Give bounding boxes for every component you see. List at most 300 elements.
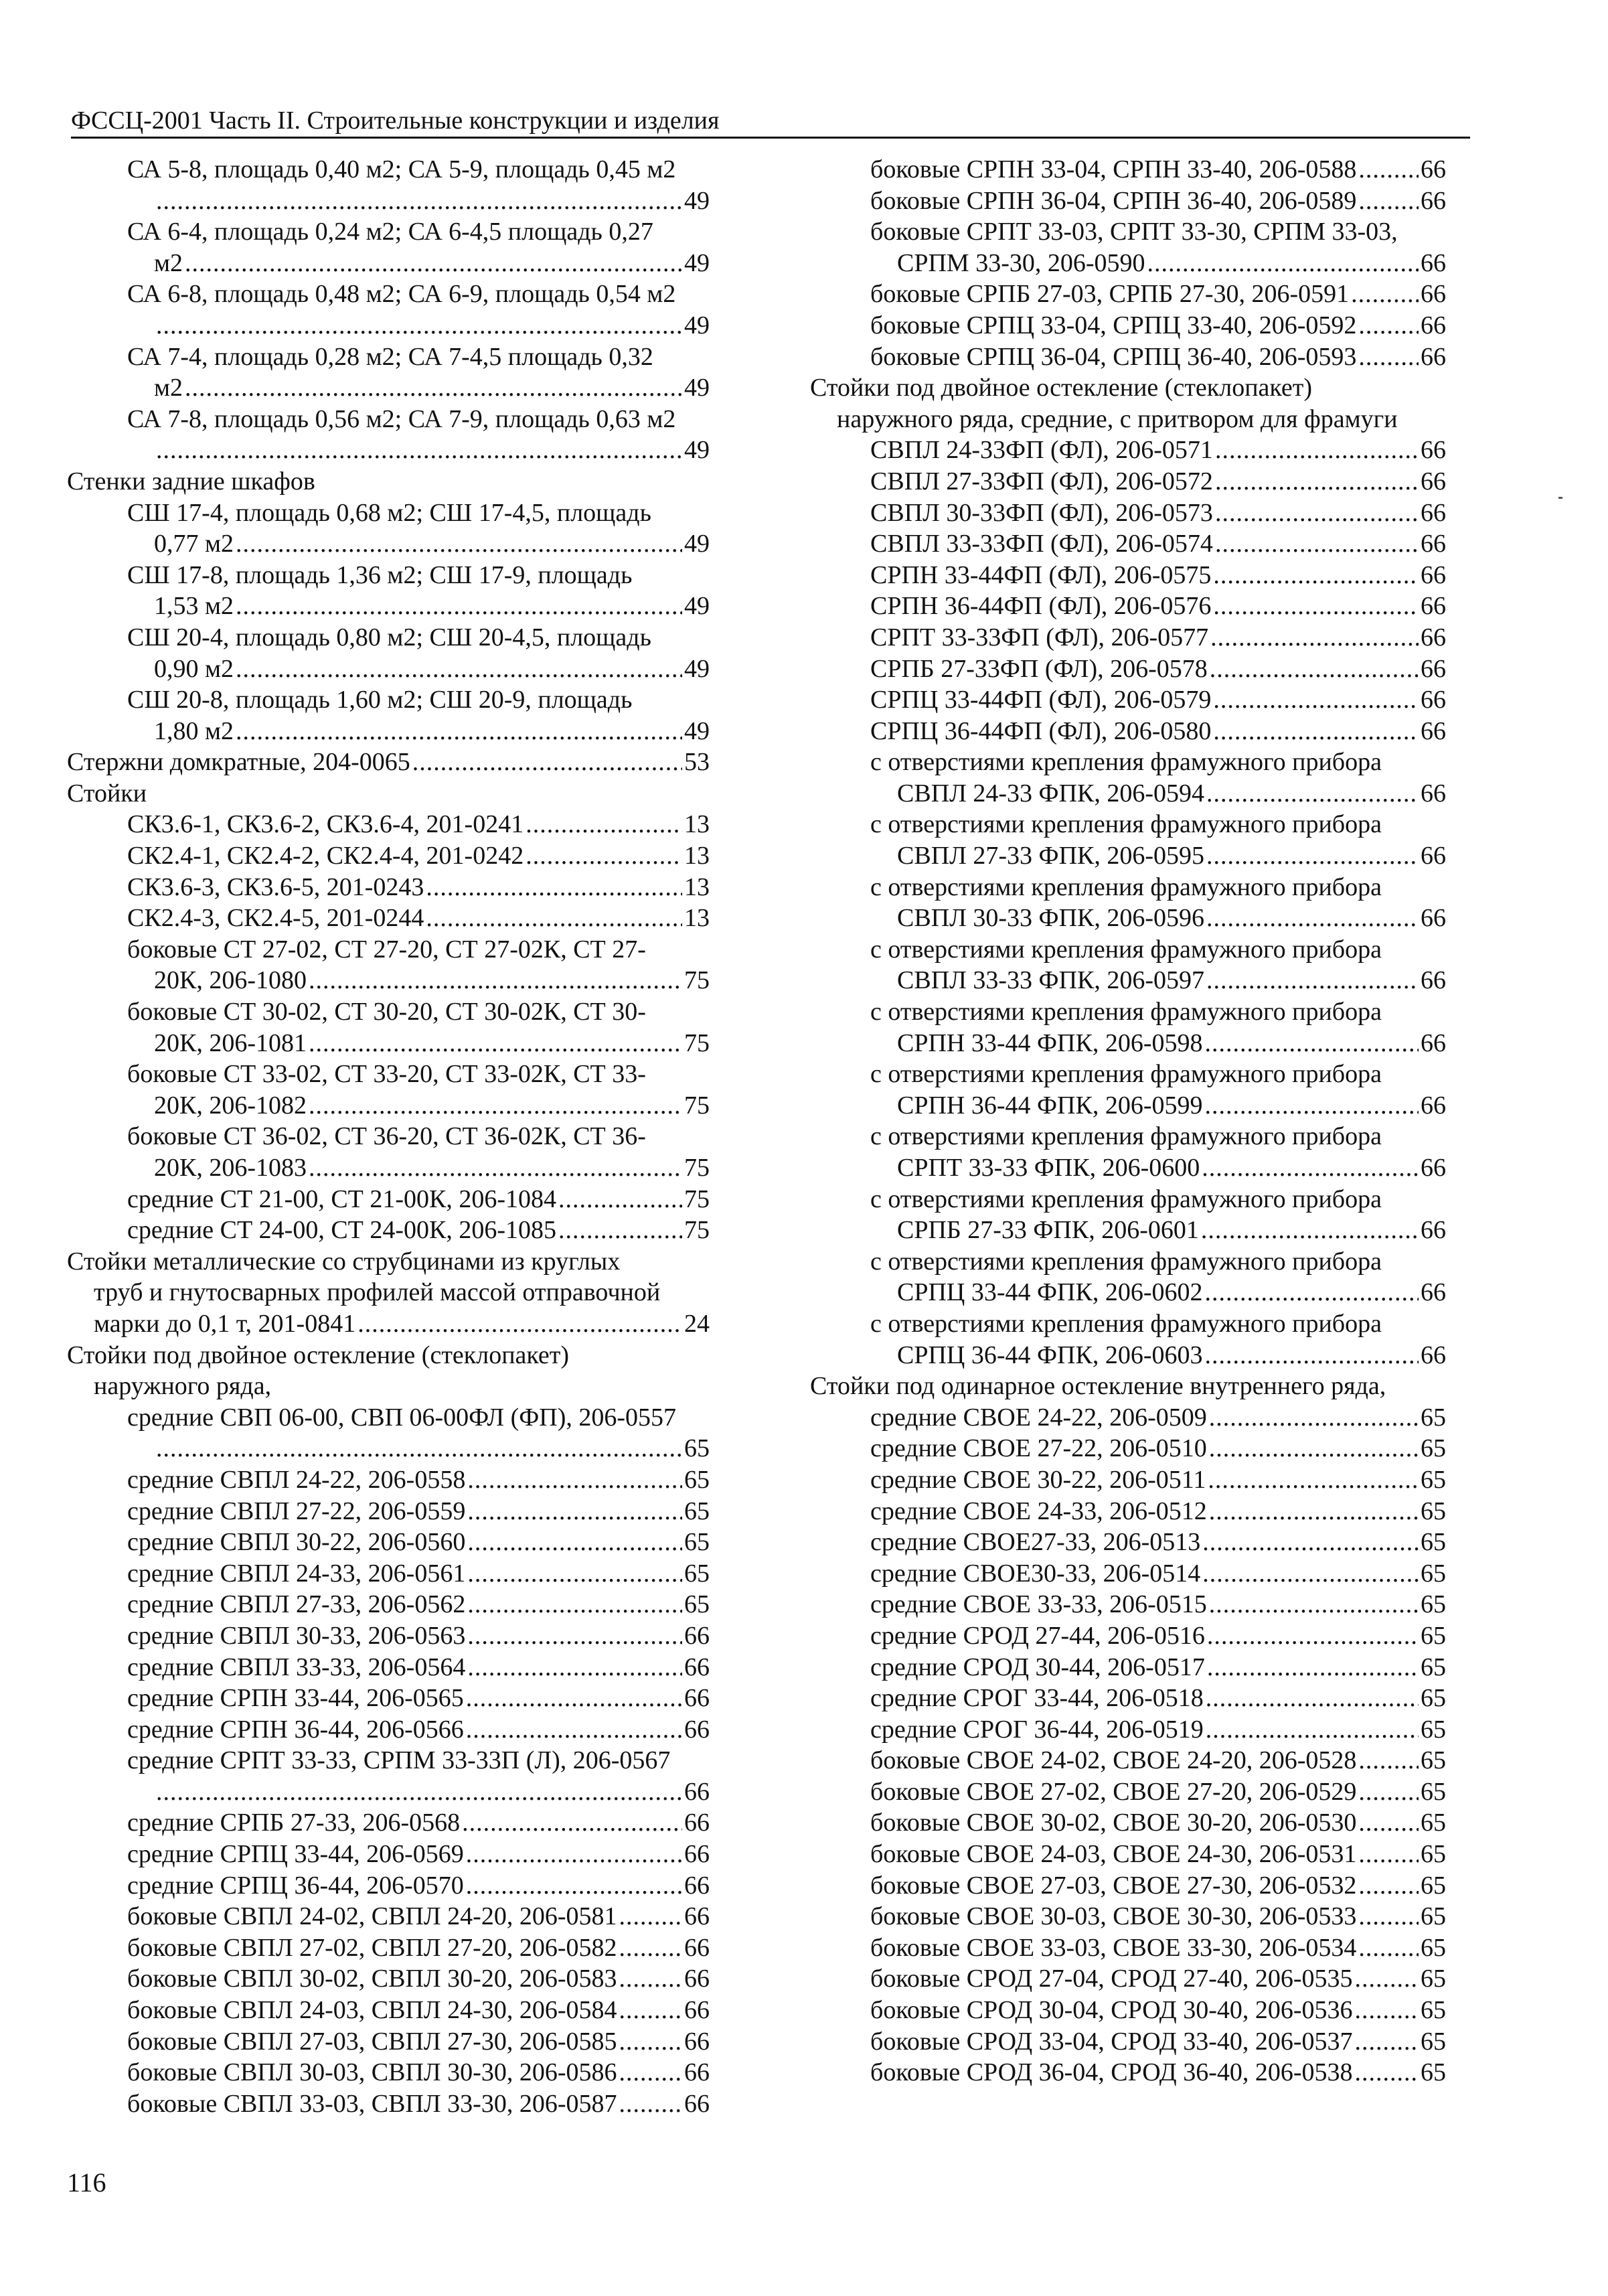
entry-text: боковые СРПТ 33-03, СРПТ 33-30, СРПМ 33-03, [870, 218, 1398, 246]
leader-dots [426, 903, 682, 934]
entry-text: средние СРОД 27-44, 206-0516 [870, 1621, 1205, 1650]
leader-dots [156, 185, 682, 217]
entry-text: 1,80 м2 [154, 716, 234, 745]
entry-text: боковые СВПЛ 27-03, СВПЛ 27-30, 206-0585 [127, 2027, 617, 2056]
page-reference: 66 [1421, 467, 1446, 495]
page-reference: 66 [684, 2089, 710, 2118]
leader-dots [236, 591, 682, 622]
entry-text: средние СВОЕ 27-22, 206-0510 [870, 1434, 1207, 1463]
entry-text: средние СВОЕ30-33, 206-0514 [870, 1559, 1201, 1588]
leader-dots [1358, 1932, 1419, 1964]
page-reference: 65 [1421, 1746, 1446, 1775]
page-reference: 66 [684, 1871, 710, 1900]
entry-text: боковые СРПН 33-04, СРПН 33-40, 206-0588 [870, 155, 1357, 183]
entry-text: СРПН 36-44ФП (ФЛ), 206-0576 [870, 592, 1212, 621]
page-reference: 65 [1421, 1590, 1446, 1619]
index-entry [67, 934, 710, 996]
leader-dots [156, 1433, 682, 1464]
page-reference: 66 [1421, 1028, 1446, 1057]
index-entry [810, 1683, 1446, 1714]
index-entry [67, 1839, 710, 1870]
entry-text: Стойки под одинарное остекление внутреннего ряда, [810, 1372, 1386, 1401]
entry-text: боковые СТ 30-02, СТ 30-20, СТ 30-02К, СТ 30- [127, 998, 646, 1026]
index-heading [67, 778, 710, 810]
entry-text: СВПЛ 24-33ФП (ФЛ), 206-0571 [870, 436, 1213, 465]
page-reference: 66 [1421, 248, 1446, 277]
index-entry [810, 1995, 1446, 2026]
leader-dots [1201, 1215, 1419, 1246]
leader-dots [236, 528, 682, 560]
page-reference: 13 [684, 842, 710, 870]
index-entry [67, 1807, 710, 1839]
entry-text: боковые СТ 33-02, СТ 33-20, СТ 33-02К, СТ 33- [127, 1060, 646, 1089]
index-heading [67, 466, 710, 498]
page-reference: 65 [684, 1559, 710, 1588]
leader-dots [619, 2088, 682, 2120]
entry-text: м2 [154, 374, 183, 402]
page-reference: 65 [684, 1528, 710, 1557]
index-entry [810, 1308, 1446, 1371]
entry-text: СРПН 33-44 ФПК, 206-0598 [897, 1028, 1203, 1057]
entry-text: боковые СРПБ 27-03, СРПБ 27-30, 206-0591 [870, 280, 1350, 309]
page-reference: 66 [1421, 560, 1446, 589]
index-entry [810, 1839, 1446, 1870]
page-reference: 66 [1421, 966, 1446, 995]
leader-dots [1207, 1620, 1419, 1652]
entry-text: СВПЛ 27-33ФП (ФЛ), 206-0572 [870, 467, 1213, 495]
leader-dots [1213, 591, 1419, 622]
index-entry [810, 747, 1446, 809]
page-reference: 49 [684, 530, 710, 558]
entry-text: боковые СРОД 36-04, СРОД 36-40, 206-0538 [870, 2058, 1353, 2087]
entry-text: 20К, 206-1081 [154, 1028, 307, 1057]
entry-text: боковые СВПЛ 24-03, СВПЛ 24-30, 206-0584 [127, 1996, 617, 2025]
entry-text: средние СВП 06-00, СВП 06-00ФЛ (ФП), 206-0557 [127, 1403, 677, 1432]
index-entry [810, 154, 1446, 185]
leader-dots [1208, 1464, 1419, 1496]
entry-text: СРПЦ 36-44 ФПК, 206-0603 [897, 1341, 1203, 1369]
entry-text: СВПЛ 33-33ФП (ФЛ), 206-0574 [870, 530, 1213, 558]
index-entry [67, 1683, 710, 1714]
leader-dots [1358, 185, 1419, 217]
leader-dots [1358, 1745, 1419, 1776]
entry-text: боковые СВПЛ 30-02, СВПЛ 30-20, 206-0583 [127, 1965, 617, 1993]
page-reference: 66 [684, 2058, 710, 2087]
page-reference: 65 [1421, 1777, 1446, 1806]
index-column-left [67, 154, 710, 2119]
entry-text: СВПЛ 27-33 ФПК, 206-0595 [897, 842, 1205, 870]
index-entry [810, 1184, 1446, 1246]
page-reference: 66 [1421, 904, 1446, 933]
page-reference: 49 [684, 592, 710, 621]
page-reference: 49 [684, 311, 710, 339]
entry-text: СРПЦ 33-44 ФПК, 206-0602 [897, 1278, 1203, 1307]
leader-dots [1355, 1963, 1419, 1995]
leader-dots [1215, 466, 1419, 498]
leader-dots [1209, 1589, 1419, 1620]
index-entry [67, 1496, 710, 1527]
leader-dots [619, 1963, 682, 1995]
entry-text: средние СВПЛ 27-22, 206-0559 [127, 1497, 466, 1525]
index-entry [67, 404, 710, 466]
index-entry [810, 1402, 1446, 1434]
page-reference: 66 [684, 1809, 710, 1837]
leader-dots [1206, 903, 1419, 934]
leader-dots [1209, 1433, 1419, 1464]
entry-text: средние СРПЦ 33-44, 206-0569 [127, 1840, 464, 1869]
index-entry [67, 2057, 710, 2088]
leader-dots [1213, 560, 1419, 591]
entry-text: средние СРПН 33-44, 206-0565 [127, 1684, 464, 1713]
index-entry [67, 840, 710, 872]
page-reference: 13 [684, 872, 710, 901]
index-entry [810, 2026, 1446, 2058]
index-entry [67, 2088, 710, 2120]
entry-text: 20К, 206-1080 [154, 966, 307, 995]
index-entry [67, 1870, 710, 1902]
entry-text: средние СВОЕ27-33, 206-0513 [870, 1528, 1201, 1557]
leader-dots [412, 747, 682, 778]
entry-text: боковые СРОД 33-04, СРОД 33-40, 206-0537 [870, 2027, 1353, 2056]
index-entry [810, 1620, 1446, 1652]
leader-dots [558, 1184, 682, 1215]
leader-dots [156, 1776, 682, 1808]
page-reference: 66 [1421, 280, 1446, 309]
leader-dots [526, 840, 682, 872]
entry-text: с отверстиями крепления фрамужного прибора [870, 1247, 1382, 1276]
index-entry [810, 934, 1446, 996]
index-entry [67, 1589, 710, 1620]
leader-dots [1204, 1090, 1419, 1122]
page-reference: 65 [1421, 1933, 1446, 1962]
page-reference: 65 [1421, 1902, 1446, 1931]
entry-text: 0,90 м2 [154, 654, 234, 683]
page-reference: 65 [1421, 1715, 1446, 1744]
page-reference: 65 [1421, 1403, 1446, 1432]
page-reference: 66 [1421, 530, 1446, 558]
index-entry [67, 903, 710, 934]
entry-text: средние СВПЛ 24-22, 206-0558 [127, 1465, 466, 1494]
page-reference: 66 [684, 1965, 710, 1993]
leader-dots [309, 1152, 682, 1184]
page-reference: 66 [684, 1621, 710, 1650]
page-reference: 66 [684, 1653, 710, 1681]
page-reference: 66 [1421, 311, 1446, 339]
leader-dots [1215, 435, 1419, 466]
entry-text: боковые СВПЛ 24-02, СВПЛ 24-20, 206-0581 [127, 1902, 617, 1931]
entry-text: СШ 17-8, площадь 1,36 м2; СШ 17-9, площадь [127, 560, 633, 589]
index-entry [810, 341, 1446, 373]
index-entry [810, 654, 1446, 685]
page-reference: 66 [1421, 716, 1446, 745]
entry-text: средние СРОГ 36-44, 206-0519 [870, 1715, 1204, 1744]
page-reference: 65 [1421, 2027, 1446, 2056]
entry-text: средние СВОЕ 33-33, 206-0515 [870, 1590, 1207, 1619]
leader-dots [156, 310, 682, 341]
page-reference: 49 [684, 248, 710, 277]
leader-dots [156, 435, 682, 466]
leader-dots [1355, 1995, 1419, 2026]
entry-text: с отверстиями крепления фрамужного прибора [870, 1309, 1382, 1338]
page-reference: 66 [684, 1933, 710, 1962]
entry-text: боковые СРПЦ 33-04, СРПЦ 33-40, 206-0592 [870, 311, 1357, 339]
entry-text: боковые СВПЛ 30-03, СВПЛ 30-30, 206-0586 [127, 2058, 617, 2087]
entry-text: средние СРПБ 27-33, 206-0568 [127, 1809, 461, 1837]
page-reference: 65 [1421, 1528, 1446, 1557]
entry-text: СШ 20-8, площадь 1,60 м2; СШ 20-9, площадь [127, 686, 633, 714]
index-entry [810, 716, 1446, 747]
entry-text: средние СРПЦ 36-44, 206-0570 [127, 1871, 464, 1900]
index-entry [810, 622, 1446, 654]
entry-text: СА 7-4, площадь 0,28 м2; СА 7-4,5 площадь 0,32 [127, 342, 653, 371]
page-reference: 66 [1421, 592, 1446, 621]
index-entry [810, 2057, 1446, 2088]
entry-text: боковые СРПН 36-04, СРПН 36-40, 206-0589 [870, 186, 1357, 215]
leader-dots [467, 1464, 682, 1496]
page-reference: 65 [684, 1497, 710, 1525]
index-entry [810, 1589, 1446, 1620]
entry-text: СВПЛ 30-33 ФПК, 206-0596 [897, 904, 1205, 933]
leader-dots [309, 1090, 682, 1122]
page-reference: 66 [684, 1840, 710, 1869]
entry-text: боковые СТ 36-02, СТ 36-20, СТ 36-02К, СТ 36- [127, 1122, 646, 1151]
index-entry [810, 1870, 1446, 1902]
entry-text: с отверстиями крепления фрамужного прибора [870, 1122, 1382, 1151]
entry-text: боковые СРОД 30-04, СРОД 30-40, 206-0536 [870, 1996, 1353, 2025]
entry-text: Стержни домкратные, 204-0065 [67, 748, 410, 777]
leader-dots [619, 2057, 682, 2088]
leader-dots [467, 1589, 682, 1620]
entry-text: наружного ряда, [94, 1372, 272, 1401]
leader-dots [357, 1308, 682, 1340]
leader-dots [1202, 1527, 1419, 1558]
leader-dots [462, 1807, 682, 1839]
leader-dots [1202, 1558, 1419, 1590]
page-reference: 65 [1421, 1434, 1446, 1463]
leader-dots [467, 1496, 682, 1527]
page-reference: 66 [1421, 342, 1446, 371]
index-entry [67, 872, 710, 903]
page-reference: 75 [684, 966, 710, 995]
entry-text: 1,53 м2 [154, 592, 234, 621]
leader-dots [426, 872, 682, 903]
index-entry [67, 622, 710, 684]
leader-dots [185, 248, 682, 279]
entry-text: СРПТ 33-33 ФПК, 206-0600 [897, 1154, 1200, 1182]
entry-text: СВПЛ 30-33ФП (ФЛ), 206-0573 [870, 498, 1213, 527]
page-reference: 66 [1421, 1216, 1446, 1245]
page-reference: 65 [1421, 2058, 1446, 2087]
leader-dots [1209, 1402, 1419, 1434]
page-reference: 66 [684, 1777, 710, 1806]
leader-dots [1202, 1152, 1419, 1184]
page-reference: 49 [684, 654, 710, 683]
index-heading [67, 1340, 710, 1402]
page-reference: 66 [1421, 498, 1446, 527]
leader-dots [558, 1215, 682, 1246]
entry-text: с отверстиями крепления фрамужного прибора [870, 935, 1382, 964]
page-reference: 65 [1421, 1965, 1446, 1993]
index-entry [67, 1215, 710, 1246]
page-reference: 75 [684, 1091, 710, 1120]
entry-text: с отверстиями крепления фрамужного прибора [870, 748, 1382, 777]
page-reference: 65 [684, 1590, 710, 1619]
entry-text: боковые СРОД 27-04, СРОД 27-40, 206-0535 [870, 1965, 1353, 1993]
index-entry [810, 1527, 1446, 1558]
leader-dots [1204, 1340, 1419, 1371]
leader-dots [1358, 1807, 1419, 1839]
index-entry [810, 591, 1446, 622]
leader-dots [1358, 154, 1419, 185]
index-entry [810, 1745, 1446, 1776]
index-entry [810, 1807, 1446, 1839]
index-entry [67, 341, 710, 404]
entry-text: СРПН 36-44 ФПК, 206-0599 [897, 1091, 1203, 1120]
index-entry [67, 560, 710, 622]
entry-text: средние СРПН 36-44, 206-0566 [127, 1715, 464, 1744]
leader-dots [1207, 1652, 1419, 1683]
entry-text: м2 [154, 248, 183, 277]
index-entry [67, 996, 710, 1059]
page-reference: 65 [1421, 1465, 1446, 1494]
index-entry [67, 1745, 710, 1807]
entry-text: боковые СТ 27-02, СТ 27-20, СТ 27-02К, СТ 27- [127, 935, 646, 964]
page-reference: 66 [684, 1996, 710, 2025]
page-reference: 65 [684, 1465, 710, 1494]
index-entry [67, 1558, 710, 1590]
index-entry [810, 1776, 1446, 1808]
page-reference: 75 [684, 1184, 710, 1213]
index-entry [810, 1901, 1446, 1932]
leader-dots [1213, 716, 1419, 747]
leader-dots [185, 372, 682, 404]
entry-text: СШ 17-4, площадь 0,68 м2; СШ 17-4,5, площадь [127, 498, 651, 527]
page-reference: 13 [684, 904, 710, 933]
index-entry [67, 1464, 710, 1496]
leader-dots [1358, 1776, 1419, 1808]
page-reference: 75 [684, 1028, 710, 1057]
entry-text: СВПЛ 33-33 ФПК, 206-0597 [897, 966, 1205, 995]
index-entry [810, 1059, 1446, 1121]
entry-text: СРПБ 27-33 ФПК, 206-0601 [897, 1216, 1199, 1245]
entry-text: боковые СВОЕ 27-03, СВОЕ 27-30, 206-0532 [870, 1871, 1357, 1900]
page-reference: 53 [684, 748, 710, 777]
leader-dots [1358, 1901, 1419, 1932]
leader-dots [526, 809, 682, 840]
entry-text: боковые СВОЕ 27-02, СВОЕ 27-20, 206-0529 [870, 1777, 1357, 1806]
entry-text: средние СВОЕ 24-22, 206-0509 [870, 1403, 1207, 1432]
index-entry [810, 1558, 1446, 1590]
page-reference: 65 [1421, 1996, 1446, 2025]
leader-dots [1358, 1839, 1419, 1870]
index-entry [810, 435, 1446, 466]
index-entry [67, 1714, 710, 1746]
page-reference: 66 [1421, 842, 1446, 870]
index-entry [810, 1652, 1446, 1683]
index-entry [67, 1963, 710, 1995]
index-entry [810, 498, 1446, 529]
entry-text: средние СВПЛ 24-33, 206-0561 [127, 1559, 466, 1588]
page-reference: 75 [684, 1154, 710, 1182]
leader-dots [1204, 1277, 1419, 1308]
leader-dots [1215, 498, 1419, 529]
index-entry [810, 279, 1446, 310]
page-reference: 65 [1421, 1621, 1446, 1650]
index-entry [810, 1932, 1446, 1964]
leader-dots [467, 1558, 682, 1590]
page-number: 116 [67, 2167, 106, 2198]
page-reference: 65 [1421, 1559, 1446, 1588]
entry-text: 20К, 206-1082 [154, 1091, 307, 1120]
entry-text: боковые СВОЕ 24-02, СВОЕ 24-20, 206-0528 [870, 1746, 1357, 1775]
page-reference: 49 [684, 186, 710, 215]
page-reference: 65 [684, 1434, 710, 1463]
index-entry [810, 185, 1446, 217]
entry-text: средние СВОЕ 24-33, 206-0512 [870, 1497, 1207, 1525]
leader-dots [619, 1901, 682, 1932]
entry-text: средние СВПЛ 33-33, 206-0564 [127, 1653, 466, 1681]
page-reference: 66 [1421, 1341, 1446, 1369]
leader-dots [1215, 528, 1419, 560]
index-entry [67, 684, 710, 747]
leader-dots [236, 716, 682, 747]
page-reference: 65 [1421, 1653, 1446, 1681]
index-entry [810, 684, 1446, 716]
index-entry [810, 1496, 1446, 1527]
index-entry [67, 1402, 710, 1464]
leader-dots [466, 1839, 682, 1870]
index-entry [810, 1246, 1446, 1308]
index-entry [67, 1527, 710, 1558]
entry-text: СК2.4-3, СК2.4-5, 201-0244 [127, 904, 424, 933]
entry-text: СК3.6-3, СК3.6-5, 201-0243 [127, 872, 424, 901]
index-entry [67, 809, 710, 840]
index-entry [810, 996, 1446, 1059]
leader-dots [1147, 248, 1419, 279]
entry-text: с отверстиями крепления фрамужного прибора [870, 1184, 1382, 1213]
entry-text: боковые СРПЦ 36-04, СРПЦ 36-40, 206-0593 [870, 342, 1357, 371]
page-reference: 65 [1421, 1497, 1446, 1525]
entry-text: средние СВПЛ 30-22, 206-0560 [127, 1528, 466, 1557]
leader-dots [619, 2026, 682, 2058]
page-reference: 66 [1421, 186, 1446, 215]
entry-text: Стойки [67, 779, 147, 808]
index-entry [67, 1121, 710, 1183]
entry-text: боковые СВОЕ 24-03, СВОЕ 24-30, 206-0531 [870, 1840, 1357, 1869]
entry-text: средние СВПЛ 30-33, 206-0563 [127, 1621, 466, 1650]
index-entry [810, 1464, 1446, 1496]
entry-text: СРПЦ 36-44ФП (ФЛ), 206-0580 [870, 716, 1212, 745]
page-reference: 65 [1421, 1684, 1446, 1713]
page-reference: 66 [1421, 155, 1446, 183]
entry-text: средние СРОГ 33-44, 206-0518 [870, 1684, 1204, 1713]
index-entry [67, 2026, 710, 2058]
entry-text: СШ 20-4, площадь 0,80 м2; СШ 20-4,5, площадь [127, 623, 651, 652]
entry-text: средние СВПЛ 27-33, 206-0562 [127, 1590, 466, 1619]
leader-dots [1210, 622, 1419, 654]
entry-text: с отверстиями крепления фрамужного прибора [870, 810, 1382, 839]
page-reference: 49 [684, 716, 710, 745]
page-reference: 66 [684, 1715, 710, 1744]
entry-text: с отверстиями крепления фрамужного прибора [870, 1060, 1382, 1089]
page-reference: 66 [1421, 1154, 1446, 1182]
leader-dots [1206, 1714, 1419, 1746]
index-heading [67, 1246, 710, 1340]
entry-text: боковые СВОЕ 30-03, СВОЕ 30-30, 206-0533 [870, 1902, 1357, 1931]
leader-dots [467, 1527, 682, 1558]
entry-text: средние СРОД 30-44, 206-0517 [870, 1653, 1205, 1681]
leader-dots [1358, 341, 1419, 373]
